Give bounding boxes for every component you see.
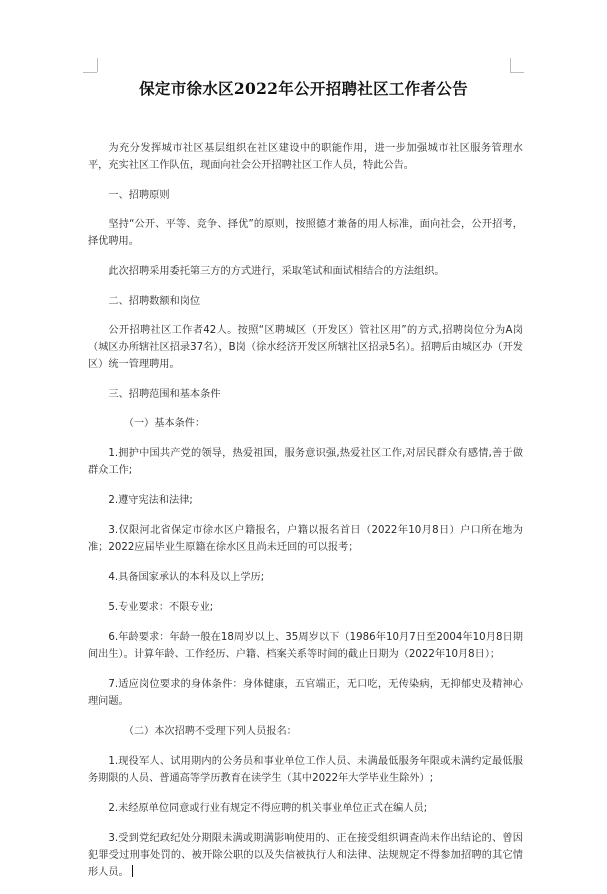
condition-item: 5.专业要求：不限专业; bbox=[108, 602, 214, 613]
condition-item: 2.遵守宪法和法律; bbox=[108, 495, 193, 506]
exclusion-item-last-text: 3.受到党纪政纪处分期限未满或期满影响使用的、正在接受组织调查尚未作出结论的、曾因犯罪受过刑事处罚的、被开除公职的以及失信被执行人和法律、法规规定不得参加招聘的其它情形人员。 bbox=[88, 833, 523, 878]
subheading-excluded-applicants: （二）本次招聘不受理下列人员报名： bbox=[123, 726, 297, 737]
condition-item: 7.适应岗位要求的身体条件：身体健康，五官端正，无口吃，无传染病，无抑郁史及精神心理问题。 bbox=[88, 679, 523, 707]
section-heading-conditions: 三、招聘范围和基本条件 bbox=[108, 389, 221, 400]
crop-mark-top-left-h bbox=[83, 72, 97, 73]
condition-item: 1.拥护中国共产党的领导，热爱祖国，服务意识强,热爱社区工作,对居民群众有感情,善于做群众工作; bbox=[88, 448, 523, 476]
section-heading-principles: 一、招聘原则 bbox=[108, 190, 170, 201]
subheading-basic-conditions: （一）基本条件： bbox=[123, 418, 206, 429]
section-heading-positions: 二、招聘数额和岗位 bbox=[108, 296, 201, 307]
crop-mark-top-left-v bbox=[97, 58, 98, 72]
exclusion-item-last bbox=[88, 830, 523, 881]
crop-mark-top-right-v bbox=[510, 58, 511, 72]
document-body[interactable] bbox=[88, 140, 523, 894]
exclusion-item: 2.未经原单位同意或行业有规定不得应聘的机关事业单位正式在编人员; bbox=[108, 803, 428, 814]
crop-mark-top-right-h bbox=[510, 72, 524, 73]
condition-item: 6.年龄要求：年龄一般在18周岁以上、35周岁以下（1986年10月7日至2004年10月8日期间出生）。计算年龄、工作经历、户籍、档案关系等时间的截止日期为（2022年10月8日）； bbox=[88, 632, 523, 660]
condition-item: 4.具备国家承认的本科及以上学历; bbox=[108, 572, 265, 583]
exclusion-item: 1.现役军人、试用期内的公务员和事业单位工作人员、未满最低服务年限或未满约定最低服务期限的人员、普通高等学历教育在读学生（其中2022年大学毕业生除外）; bbox=[88, 756, 523, 784]
intro-paragraph: 为充分发挥城市社区基层组织在社区建设中的职能作用，进一步加强城市社区服务管理水平，充实社区工作队伍，现面向社会公开招聘社区工作人员，特此公告。 bbox=[88, 143, 523, 171]
principles-paragraph: 坚持“公开、平等、竞争、择优”的原则，按照德才兼备的用人标准，面向社会，公开招考，择优聘用。 bbox=[88, 219, 523, 247]
document-title: 保定市徐水区2022年公开招聘社区工作者公告 bbox=[139, 79, 468, 98]
condition-item: 3.仅限河北省保定市徐水区户籍报名，户籍以报名首日（2022年10月8日）户口所在地为准；2022应届毕业生原籍在徐水区且尚未迁回的可以报考； bbox=[88, 525, 523, 553]
text-cursor bbox=[132, 865, 134, 877]
positions-paragraph: 公开招聘社区工作者42人。按照“区聘城区（开发区）管社区用”的方式,招聘岗位分为A岗（城区办所辖社区招录37名），B岗（徐水经济开发区所辖社区招录5名）。招聘后由城区办（开发区）统一管理聘用。 bbox=[88, 325, 523, 370]
method-paragraph: 此次招聘采用委托第三方的方式进行，采取笔试和面试相结合的方法组织。 bbox=[108, 266, 445, 277]
